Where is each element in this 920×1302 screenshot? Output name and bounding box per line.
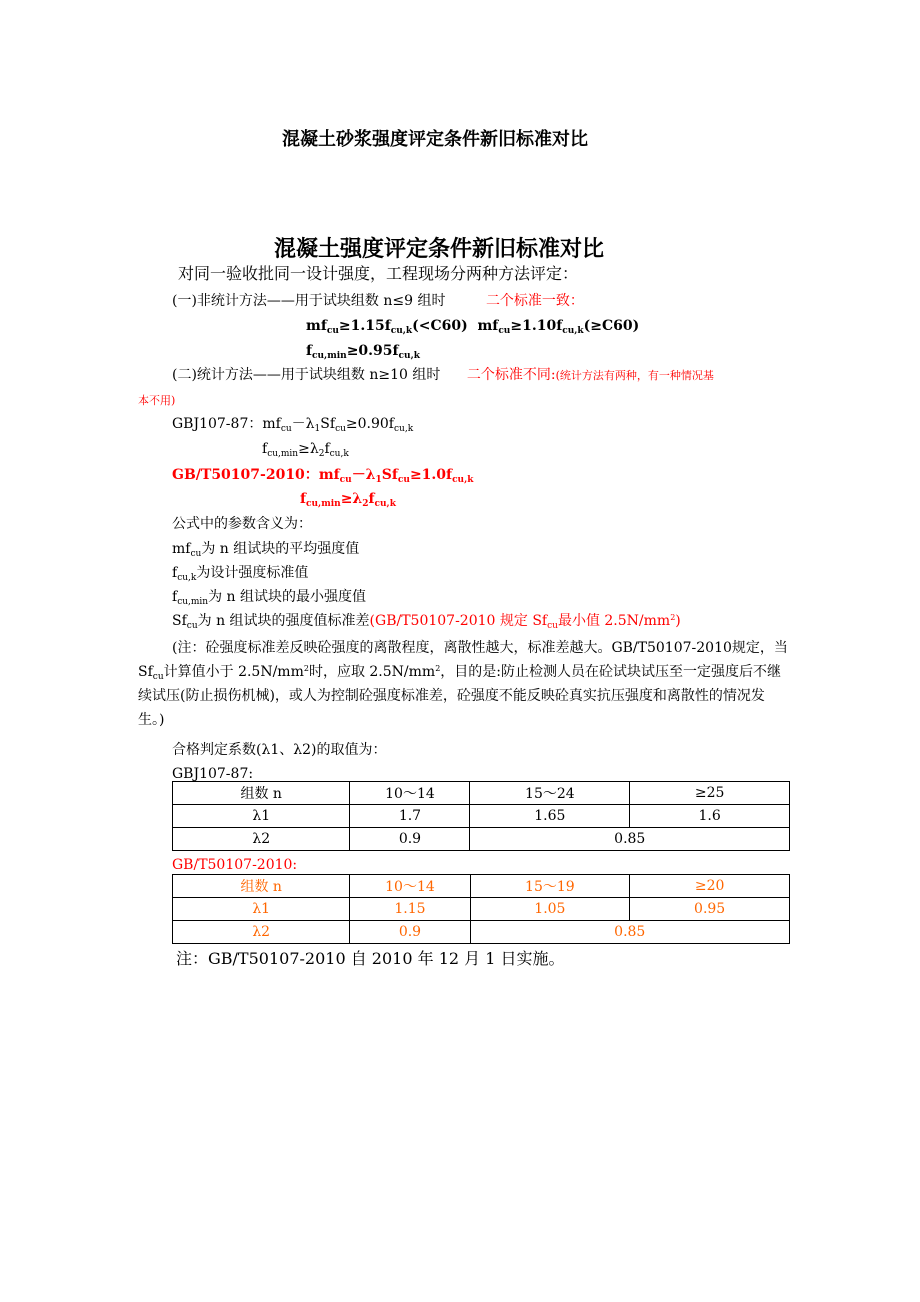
table-cell: 1.05 — [470, 898, 630, 921]
note-paragraph: (注：砼强度标准差反映砼强度的离散程度，离散性越大，标准差越大。GB/T50107-2010规定，当 $Sf_{cu}$计算值小于 $2.5N/mm^2$时，应取 $2.5N/mm^2$，目的是:防止检测人员在砼试块试压至一定强度后不继续试压(防止损伤机械)，或人为控制砼强度标准差，砼强度不能反映砼真实抗压强度和离散性的情况发生。) — [138, 640, 788, 728]
table-cell: 15～19 — [470, 875, 630, 898]
table-row — [173, 828, 790, 851]
table-row — [173, 898, 790, 921]
table-cell: 1.15 — [350, 898, 470, 921]
formula-old-2: $f_{cu,min}\ge\lambda_2f_{cu,k}$ — [262, 441, 349, 459]
param-sfcu-desc: 为 n 组试块的强度值标准差 — [197, 613, 370, 629]
method1-remark: 二个标准一致： — [485, 293, 584, 309]
param-fcumin-desc: 为 n 组试块的最小强度值 — [208, 589, 367, 605]
table-cell: 1.7 — [350, 805, 470, 828]
method1-label — [172, 291, 584, 311]
table-cell: 10～14 — [350, 875, 470, 898]
table-cell: 组数 n — [173, 782, 350, 805]
table-cell: λ2 — [173, 828, 350, 851]
table-cell: 0.9 — [350, 828, 470, 851]
param-sfcu: $Sf_{cu}$为 n 组试块的强度值标准差(GB/T50107-2010 规定 $Sf_{cu}$最小值 $2.5N/mm^2$) — [172, 613, 681, 631]
table-new-caption: GB/T50107-2010: — [172, 857, 298, 873]
table-cell: 组数 n — [173, 875, 350, 898]
table-cell: ≥20 — [630, 875, 790, 898]
formula-old-1: GBJ107-87：$mf_{cu}-\lambda_1Sf_{cu}\ge 0.90f_{cu,k}$ — [172, 416, 414, 434]
method1-label-text: (一)非统计方法——用于试块组数 n≤9 组时 — [172, 293, 446, 309]
param-fcuk-desc: 为设计强度标准值 — [196, 565, 309, 581]
method2-label — [172, 365, 714, 386]
param-fcuk: $f_{cu,k}$为设计强度标准值 — [172, 565, 309, 583]
table-row — [173, 921, 790, 944]
table-cell: 15～24 — [470, 782, 630, 805]
coef-title: 合格判定系数(λ1、λ2)的取值为： — [172, 742, 387, 758]
table-cell: 0.9 — [350, 921, 470, 944]
table-row — [173, 782, 790, 805]
table-row — [173, 875, 790, 898]
method2-label-text: (二)统计方法——用于试块组数 n≥10 组时 — [172, 367, 441, 383]
table-cell: λ1 — [173, 898, 350, 921]
intro-text: 对同一验收批同一设计强度，工程现场分两种方法评定： — [178, 264, 579, 283]
document-title: 混凝土砂浆强度评定条件新旧标准对比 — [282, 129, 588, 150]
formula-new-1: GB/T50107-2010：$mf_{cu}-\lambda_1Sf_{cu}\ge 1.0f_{cu,k}$ — [172, 467, 474, 485]
table-cell: λ1 — [173, 805, 350, 828]
formula-new-2: $f_{cu,min}\ge\lambda_2f_{cu,k}$ — [300, 491, 396, 509]
table-cell: 1.6 — [630, 805, 790, 828]
formula-nonstat-1: $mf_{cu}\ge 1.15f_{cu,k}(<C60)$ $mf_{cu}\ge 1.10f_{cu,k}(\ge C60)$ — [306, 318, 640, 336]
table-cell: 0.95 — [630, 898, 790, 921]
table-cell: λ2 — [173, 921, 350, 944]
table-old — [172, 781, 790, 851]
new-standard-prefix: GB/T50107-2010： — [172, 467, 319, 483]
param-fcumin: $f_{cu,min}$为 n 组试块的最小强度值 — [172, 589, 367, 607]
formula-nonstat-2: $f_{cu,min}\ge 0.95f_{cu,k}$ — [306, 343, 420, 361]
table-new — [172, 874, 790, 944]
table-cell: 1.65 — [470, 805, 630, 828]
table-old-caption: GBJ107-87: — [172, 766, 254, 782]
table-row — [173, 805, 790, 828]
method2-remark-small-2: 本不用) — [138, 394, 176, 407]
param-mfcu-desc: 为 n 组试块的平均强度值 — [201, 541, 360, 557]
method2-remark: 二个标准不同: — [466, 367, 556, 383]
table-cell: 0.85 — [470, 828, 790, 851]
old-standard-prefix: GBJ107-87： — [172, 416, 263, 432]
footer-note: 注：GB/T50107-2010 自 2010 年 12 月 1 日实施。 — [176, 949, 565, 968]
table-cell: 0.85 — [470, 921, 789, 944]
method2-remark-small: (统计方法有两种，有一种情况基 — [555, 369, 714, 382]
section-title: 混凝土强度评定条件新旧标准对比 — [274, 236, 605, 262]
table-cell: ≥25 — [630, 782, 790, 805]
table-cell: 10～14 — [350, 782, 470, 805]
param-sfcu-red: (GB/T50107-2010 规定 $Sf_{cu}$最小值 $2.5N/mm^2$) — [369, 613, 681, 631]
param-mfcu: $mf_{cu}$为 n 组试块的平均强度值 — [172, 541, 360, 559]
params-title: 公式中的参数含义为： — [172, 516, 312, 532]
